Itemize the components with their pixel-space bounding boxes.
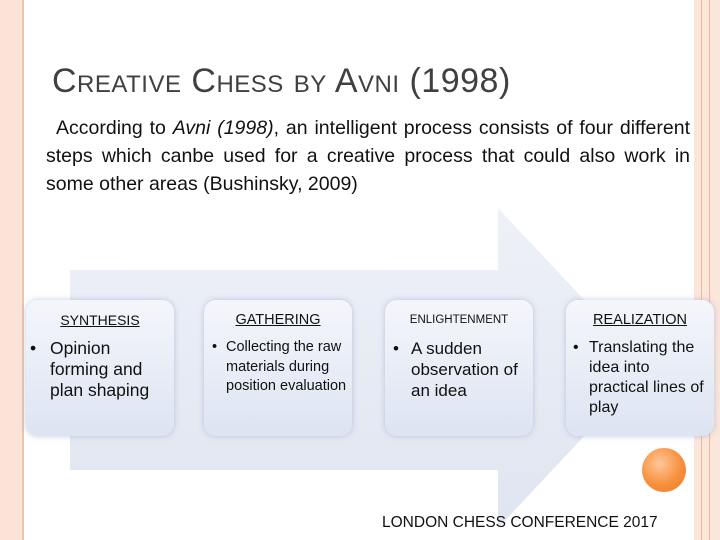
step-card-realization <box>566 300 714 436</box>
bullet-icon: • <box>573 339 579 356</box>
step-body <box>573 338 713 418</box>
bullet-icon: • <box>30 338 37 358</box>
step-card-synthesis <box>26 300 174 436</box>
step-text: Collecting the raw materials during position evaluation <box>226 339 347 394</box>
step-text: Translating the idea into practical lines of play <box>589 339 704 416</box>
intro-text-end: , an intelligent process consists of four different steps which canbe used for a creative process that could also work in some other areas (Bushinsky, 2009) <box>46 117 690 195</box>
step-card-gathering <box>204 300 352 436</box>
bullet-icon: • <box>212 339 218 355</box>
step-body <box>30 338 168 401</box>
orange-circle-icon <box>642 448 686 492</box>
step-body <box>212 338 350 397</box>
step-title: ENLIGHTENMENT <box>409 314 509 326</box>
step-title: GATHERING <box>235 312 321 328</box>
step-body <box>393 338 529 401</box>
bullet-icon: • <box>393 339 399 358</box>
step-text: A sudden observation of an idea <box>411 339 518 400</box>
step-title: SYNTHESIS <box>60 312 140 328</box>
footer-text: LONDON CHESS CONFERENCE 2017 <box>382 514 658 531</box>
intro-citation: Avni (1998) <box>172 117 274 139</box>
step-text: Opinion forming and plan shaping <box>50 338 150 400</box>
step-title: REALIZATION <box>593 312 687 328</box>
step-card-enlightenment <box>385 300 533 436</box>
slide-title: Creative Chess by Avni (1998) <box>52 62 511 100</box>
intro-text-start: According to <box>56 117 173 139</box>
